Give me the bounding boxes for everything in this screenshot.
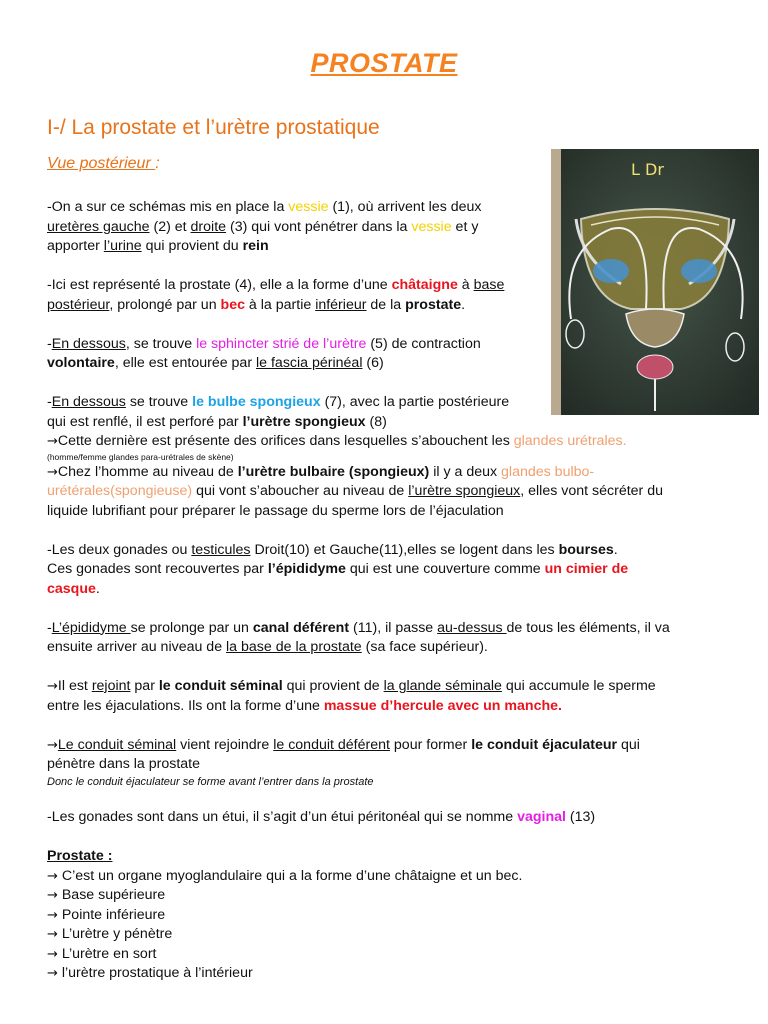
page-title: PROSTATE [310, 48, 458, 78]
paragraph-bulbe: -En dessous se trouve le bulbe spongieux (7), avec la partie postérieure qui est renflé, il est perforé par l’urètre spongieux (8) →Cette dernière est présente des orifices dans lesquelles s’abouchent les glandes urétrales. (homme/femme glandes para-urétrales de skène) →Chez l’homme au niveau de l’urètre bulbaire (spongieux) il y a deux glandes bulbo- urétérales(spongieuse) qui vont s’aboucher au niveau de l’urètre spongieux, elles vont sécréter du liquide lubrifiant pour préparer le passage du sperme lors de l’éjaculation [47, 394, 663, 519]
list-item: → L’urètre en sort [47, 945, 157, 962]
paragraph-gonades: -Les deux gonades ou testicules Droit(10) et Gauche(11),elles se logent dans les bourses. Ces gonades sont recouvertes par l’épididyme qui est une couverture comme un cimier de casque. [47, 541, 629, 597]
document-body [47, 198, 727, 984]
paragraph-sphincter: -En dessous, se trouve le sphincter strié de l’urètre (5) de contraction volontaire, elle est entourée par le fascia périnéal (6) [47, 335, 481, 371]
paragraph-prostate-forme: -Ici est représenté la prostate (4), elle a la forme d’une châtaigne à base postérieur, prolongé par un bec à la partie inférieur de la prostate. [47, 277, 505, 313]
subheading [47, 155, 160, 173]
paragraph-vessie: -On a sur ce schémas mis en place la vessie (1), où arrivent les deux uretères gauche (2) et droite (3) qui vont pénétrer dans la vessie et y apporter l’urine qui provient du rein [47, 199, 482, 254]
list-item: → Pointe inférieure [47, 906, 166, 923]
subheading-text: Vue postérieur [47, 155, 156, 172]
prostate-summary [47, 847, 727, 984]
list-item: → l’urètre prostatique à l’intérieur [47, 965, 253, 981]
photo-label: L Dr [631, 160, 664, 179]
subheading-colon: : [155, 155, 160, 172]
list-item: → L’urètre y pénètre [47, 926, 173, 942]
list-item: → C’est un organe myoglandulaire qui a la forme d’une châtaigne et un bec. [47, 867, 523, 884]
paragraph-conduit-seminal: →Il est rejoint par le conduit séminal qui provient de la glande séminale qui accumule le sperme entre les éjaculations. Ils ont la forme d’une massue d’hercule avec un manche. [47, 678, 656, 714]
paragraph-vaginal: -Les gonades sont dans un étui, il s’agit d’un étui péritonéal qui se nomme vaginal (13) [47, 809, 596, 825]
list-item: → Base supérieure [47, 887, 166, 903]
paragraph-epididyme: -L’épididyme se prolonge par un canal déférent (11), il passe au-dessus de tous les éléments, il va ensuite arriver au niveau de la base de la prostate (sa face supérieur). [47, 619, 670, 655]
section-heading: I-/ La prostate et l’urètre prostatique [47, 116, 380, 139]
prostate-heading: Prostate : [47, 848, 113, 864]
paragraph-conduit-ejaculateur: →Le conduit séminal vient rejoindre le conduit déférent pour former le conduit éjaculateur qui pénètre dans la prostate Donc le conduit éjaculateur se forme avant l’entrer dans la prostate [47, 736, 640, 788]
